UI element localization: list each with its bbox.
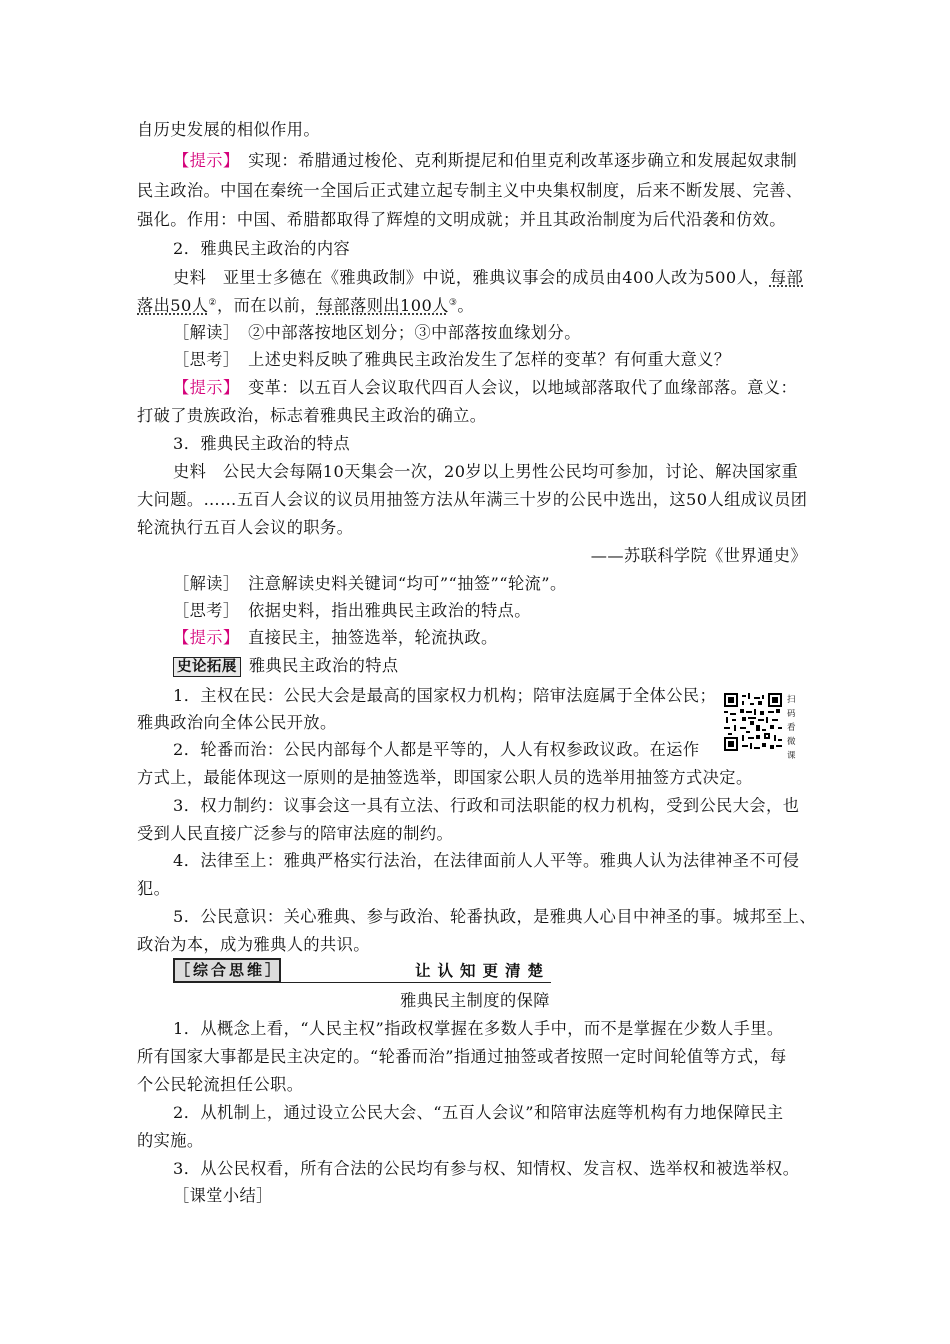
text-line: 强化。作用：中国、希腊都取得了辉煌的文明成就；并且其政治制度为后代沿袭和仿效。 [137,210,786,229]
text-line: 3．从公民权看，所有合法的公民均有参与权、知情权、发言权、选举权和被选举权。 [173,1159,800,1178]
text-line: 民主政治。中国在秦统一全国后正式建立起专制主义中央集权制度，后来不断发展、完善、 [137,181,803,200]
text-line: 2．轮番而治：公民内部每个人都是平等的，人人有权参政议政。在运作 [173,740,700,759]
text-line: 雅典政治向全体公民开放。 [137,713,337,732]
interpretation: ［解读］ 注意解读史料关键词“均可”“抽签”“轮流”。 [173,574,567,593]
source-text-part: 。 [457,296,475,315]
hint-text: 直接民主，抽签选举，轮流执政。 [231,628,498,647]
footnote-mark: ② [208,298,217,308]
hint-tag: 【提示】 [173,378,232,397]
question: ［思考］ 上述史料反映了雅典民主政治发生了怎样的变革？有何重大意义？ [173,350,731,369]
text-line: 政治为本，成为雅典人的共识。 [137,935,370,954]
text-line: 方式上，最能体现这一原则的是抽签选举，即国家公职人员的选举用抽签方式决定。 [137,768,753,787]
section-header [173,958,551,983]
source-text: 大问题。……五百人会议的议员用抽签方法从年满三十岁的公民中选出，这50人组成议员团 [137,490,808,509]
text-line: 3．权力制约：议事会这一具有立法、行政和司法职能的权力机构，受到公民大会，也 [173,796,800,815]
text-line: 的实施。 [137,1131,204,1150]
text-line: 犯。 [137,879,171,898]
hint-tag: 【提示】 [173,151,232,170]
extension-label: 史论拓展 [173,657,241,677]
text-line: 5．公民意识：关心雅典、参与政治、轮番执政，是雅典人心目中神圣的事。城邦至上、 [173,907,816,926]
qr-code-icon[interactable] [724,693,782,751]
underlined-text: 每部 [769,268,804,287]
hint-paragraph [173,150,797,172]
text-line: 2．从机制上，通过设立公民大会、“五百人会议”和陪审法庭等机构有力地保障民主 [173,1103,784,1122]
extension-heading [173,655,399,677]
section-title: 雅典民主制度的保障 [400,991,550,1010]
extension-title: 雅典民主政治的特点 [248,656,399,675]
hint-paragraph [173,627,498,649]
hint-text: 变革：以五百人会议取代四百人会议，以地域部落取代了血缘部落。意义： [231,378,798,397]
text-line: 1．主权在民：公民大会是最高的国家权力机构；陪审法庭属于全体公民； [173,686,717,705]
section-label: ［综合思维］ [173,958,281,983]
summary-heading: ［课堂小结］ [173,1186,273,1205]
source-text [173,267,803,289]
text-line: 个公民轮流担任公职。 [137,1075,304,1094]
text-line: 4．法律至上：雅典严格实行法治，在法律面前人人平等。雅典人认为法律神圣不可侵 [173,851,800,870]
underlined-text: 每部落则出100人 [316,296,449,315]
hint-paragraph [173,377,797,399]
hint-text: 实现：希腊通过梭伦、克利斯提尼和伯里克利改革逐步确立和发展起奴隶制 [231,151,798,170]
text-line: 1．从概念上看，“人民主权”指政权掌握在多数人手中，而不是掌握在少数人手里。 [173,1019,784,1038]
underlined-text: 落出50人 [137,296,209,315]
source-text: 轮流执行五百人会议的职务。 [137,518,354,537]
question: ［思考］ 依据史料，指出雅典民主政治的特点。 [173,601,531,620]
source-text-part: 史料 亚里士多德在《雅典政制》中说，雅典议事会的成员由400人改为500人， [173,268,770,287]
subheading: 2．雅典民主政治的内容 [173,239,351,258]
text-line: 打破了贵族政治，标志着雅典民主政治的确立。 [137,406,487,425]
hint-tag: 【提示】 [173,628,232,647]
section-slogan: 让认知更清楚 [415,962,551,980]
subheading: 3．雅典民主政治的特点 [173,434,351,453]
text-line: 受到人民直接广泛参与的陪审法庭的制约。 [137,824,454,843]
interpretation: ［解读］ ②中部落按地区划分；③中部落按血缘划分。 [173,323,581,342]
text-line: 自历史发展的相似作用。 [137,120,321,139]
footnote-mark: ③ [448,298,458,308]
source-citation: ——苏联科学院《世界通史》 [590,546,807,565]
qr-caption: 扫码看微课 [787,695,796,761]
source-text: 史料 公民大会每隔10天集会一次，20岁以上男性公民均可参加，讨论、解决国家重 [173,462,799,481]
source-text [137,295,474,317]
source-text-part: ，而在以前， [216,296,317,315]
text-line: 所有国家大事都是民主决定的。“轮番而治”指通过抽签或者按照一定时间轮值等方式，每 [137,1047,787,1066]
